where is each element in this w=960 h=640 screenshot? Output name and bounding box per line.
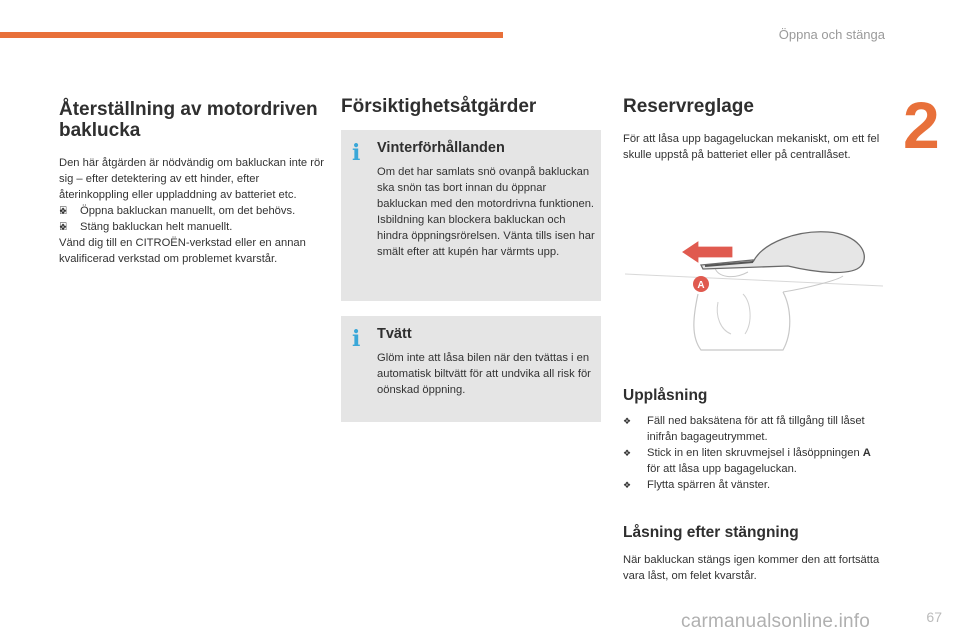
chapter-number: 2 [903, 88, 940, 162]
bullet-marker: ❖ [59, 222, 68, 232]
bullet-marker: ❖ [59, 206, 68, 216]
unlock-step: ❖ Stick in en liten skruvmejsel i låsöppningen A för att låsa upp bagageluckan. [623, 447, 871, 475]
wash-heading: Tvätt [377, 326, 412, 342]
info-icon: i [352, 326, 361, 352]
wash-text: Glöm inte att låsa bilen när den tvättas i en automatisk biltvätt för att undvika all risk för oönskad öppning. [377, 352, 591, 396]
bullet-marker: ❖ [623, 448, 632, 458]
marker-a-ref: A [862, 447, 871, 459]
reset-step: ❖ Öppna bakluckan manuellt, om det behövs. [59, 205, 296, 217]
top-accent-bar [0, 32, 503, 38]
winter-text-1: Om det har samlats snö ovanpå bakluckan ska snön tas bort innan du öppnar bakluckan med den motordrivna funktionen. [377, 166, 595, 210]
bullet-marker: ❖ [623, 416, 632, 426]
backup-intro: För att låsa upp bagageluckan mekaniskt, om ett fel skulle uppstå på batteriet eller på centrallåset. [623, 133, 880, 161]
backup-control-section [623, 96, 883, 163]
unlock-step: ❖ Fäll ned baksätena för att få tillgång till låset inifrån bagageutrymmet. [623, 415, 865, 443]
unlock-step: ❖ Flytta spärren åt vänster. [623, 479, 771, 491]
winter-info-box [341, 130, 601, 301]
marker-a-label: A [697, 280, 705, 291]
watermark: carmanualsonline.info [681, 611, 871, 632]
reset-outro: Vänd dig till en CITROËN-verkstad eller en annan kvalificerad verkstad om problemet kvarstår. [59, 237, 306, 265]
lock-text: När bakluckan stängs igen kommer den att fortsätta vara låst, om felet kvarstår. [623, 554, 880, 582]
section-title: Öppna och stänga [778, 27, 885, 42]
winter-heading: Vinterförhållanden [377, 140, 505, 156]
screwdriver-illustration [623, 222, 885, 362]
precautions-title: Försiktighetsåtgärder [341, 96, 537, 117]
reset-intro: Den här åtgärden är nödvändig om bakluckan inte rör sig – efter detektering av ett hinder, efter återinkoppling eller uppladdning av batteriet etc. [59, 157, 324, 201]
winter-body [377, 164, 595, 260]
reset-steps [59, 203, 324, 235]
reset-title: Återställning av motordriven baklucka [59, 99, 318, 141]
lock-section [623, 524, 885, 584]
reset-step: ❖ Stäng bakluckan helt manuellt. [59, 221, 233, 233]
reset-section [59, 99, 324, 267]
info-icon: i [352, 140, 361, 166]
lock-heading: Låsning efter stängning [623, 524, 799, 541]
unlock-section [623, 387, 885, 493]
unlock-heading: Upplåsning [623, 387, 708, 404]
bullet-marker: ❖ [623, 480, 632, 490]
page-number: 67 [926, 609, 942, 625]
precautions-section [341, 96, 603, 117]
unlock-steps [623, 413, 885, 493]
winter-text-2: Isbildning kan blockera bakluckan och hindra öppningsrörelsen. Vänta tills isen har smält efter att kupén har värmts upp. [377, 214, 595, 258]
wash-info-box [341, 316, 601, 422]
backup-title: Reservreglage [623, 96, 754, 117]
wash-body [377, 350, 595, 398]
